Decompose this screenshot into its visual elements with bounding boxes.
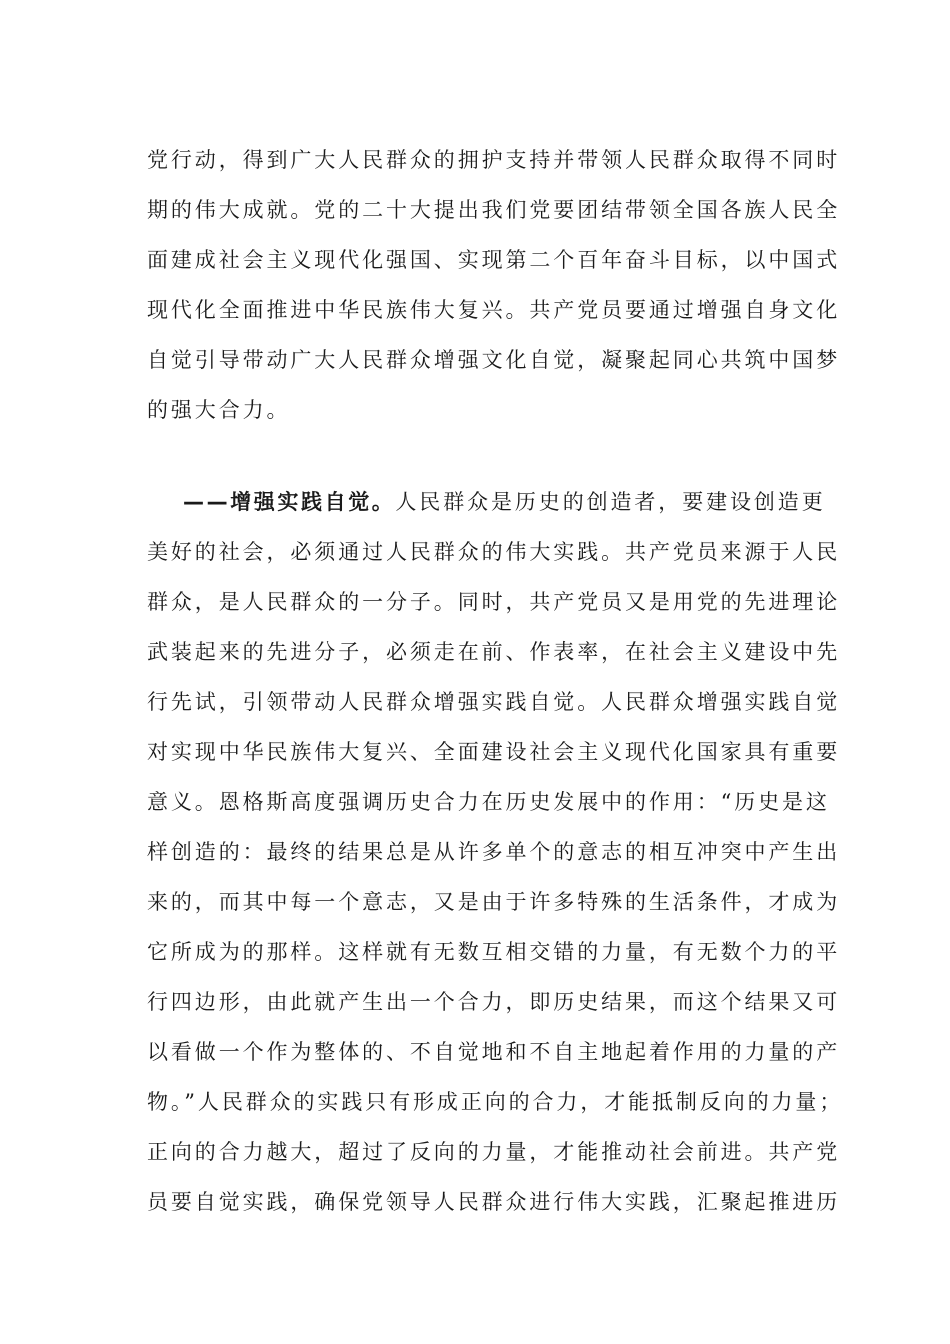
text-line: 样创造的：最终的结果总是从许多单个的意志的相互冲突中产生出 xyxy=(147,840,841,864)
text-line: 行先试，引领带动人民群众增强实践自觉。人民群众增强实践自觉 xyxy=(147,690,841,714)
text-line: 自觉引导带动广大人民群众增强文化自觉，凝聚起同心共筑中国梦 xyxy=(147,348,841,372)
paragraph-practice-awareness xyxy=(147,477,847,1227)
text-line: 的强大合力。 xyxy=(147,398,291,422)
text-line: 期的伟大成就。党的二十大提出我们党要团结带领全国各族人民全 xyxy=(147,198,841,222)
text-line: 党行动，得到广大人民群众的拥护支持并带领人民群众取得不同时 xyxy=(147,148,841,172)
text-line: 面建成社会主义现代化强国、实现第二个百年奋斗目标，以中国式 xyxy=(147,248,841,272)
text-line: 行四边形，由此就产生出一个合力，即历史结果，而这个结果又可 xyxy=(147,990,841,1014)
section-heading: ——增强实践自觉。 xyxy=(183,490,396,514)
text-line: 意义。恩格斯高度强调历史合力在历史发展中的作用：“历史是这 xyxy=(147,790,830,814)
text-line-rest: 人民群众是历史的创造者，要建设创造更 xyxy=(395,490,826,514)
text-line: 现代化全面推进中华民族伟大复兴。共产党员要通过增强自身文化 xyxy=(147,298,841,322)
text-line: 美好的社会，必须通过人民群众的伟大实践。共产党员来源于人民 xyxy=(147,540,841,564)
paragraph-continuation xyxy=(147,135,847,435)
text-line: 群众，是人民群众的一分子。同时，共产党员又是用党的先进理论 xyxy=(147,590,841,614)
text-line: 对实现中华民族伟大复兴、全面建设社会主义现代化国家具有重要 xyxy=(147,740,841,764)
text-line: 武装起来的先进分子，必须走在前、作表率，在社会主义建设中先 xyxy=(147,640,841,664)
text-line: 物。”人民群众的实践只有形成正向的合力，才能抵制反向的力量； xyxy=(147,1090,844,1114)
text-line-first xyxy=(147,477,847,527)
text-line: 正向的合力越大，超过了反向的力量，才能推动社会前进。共产党 xyxy=(147,1140,841,1164)
text-line: 以看做一个作为整体的、不自觉地和不自主地起着作用的力量的产 xyxy=(147,1040,841,1064)
text-line: 员要自觉实践，确保党领导人民群众进行伟大实践，汇聚起推进历 xyxy=(147,1190,841,1214)
text-line: 来的，而其中每一个意志，又是由于许多特殊的生活条件，才成为 xyxy=(147,890,841,914)
text-line: 它所成为的那样。这样就有无数互相交错的力量，有无数个力的平 xyxy=(147,940,841,964)
